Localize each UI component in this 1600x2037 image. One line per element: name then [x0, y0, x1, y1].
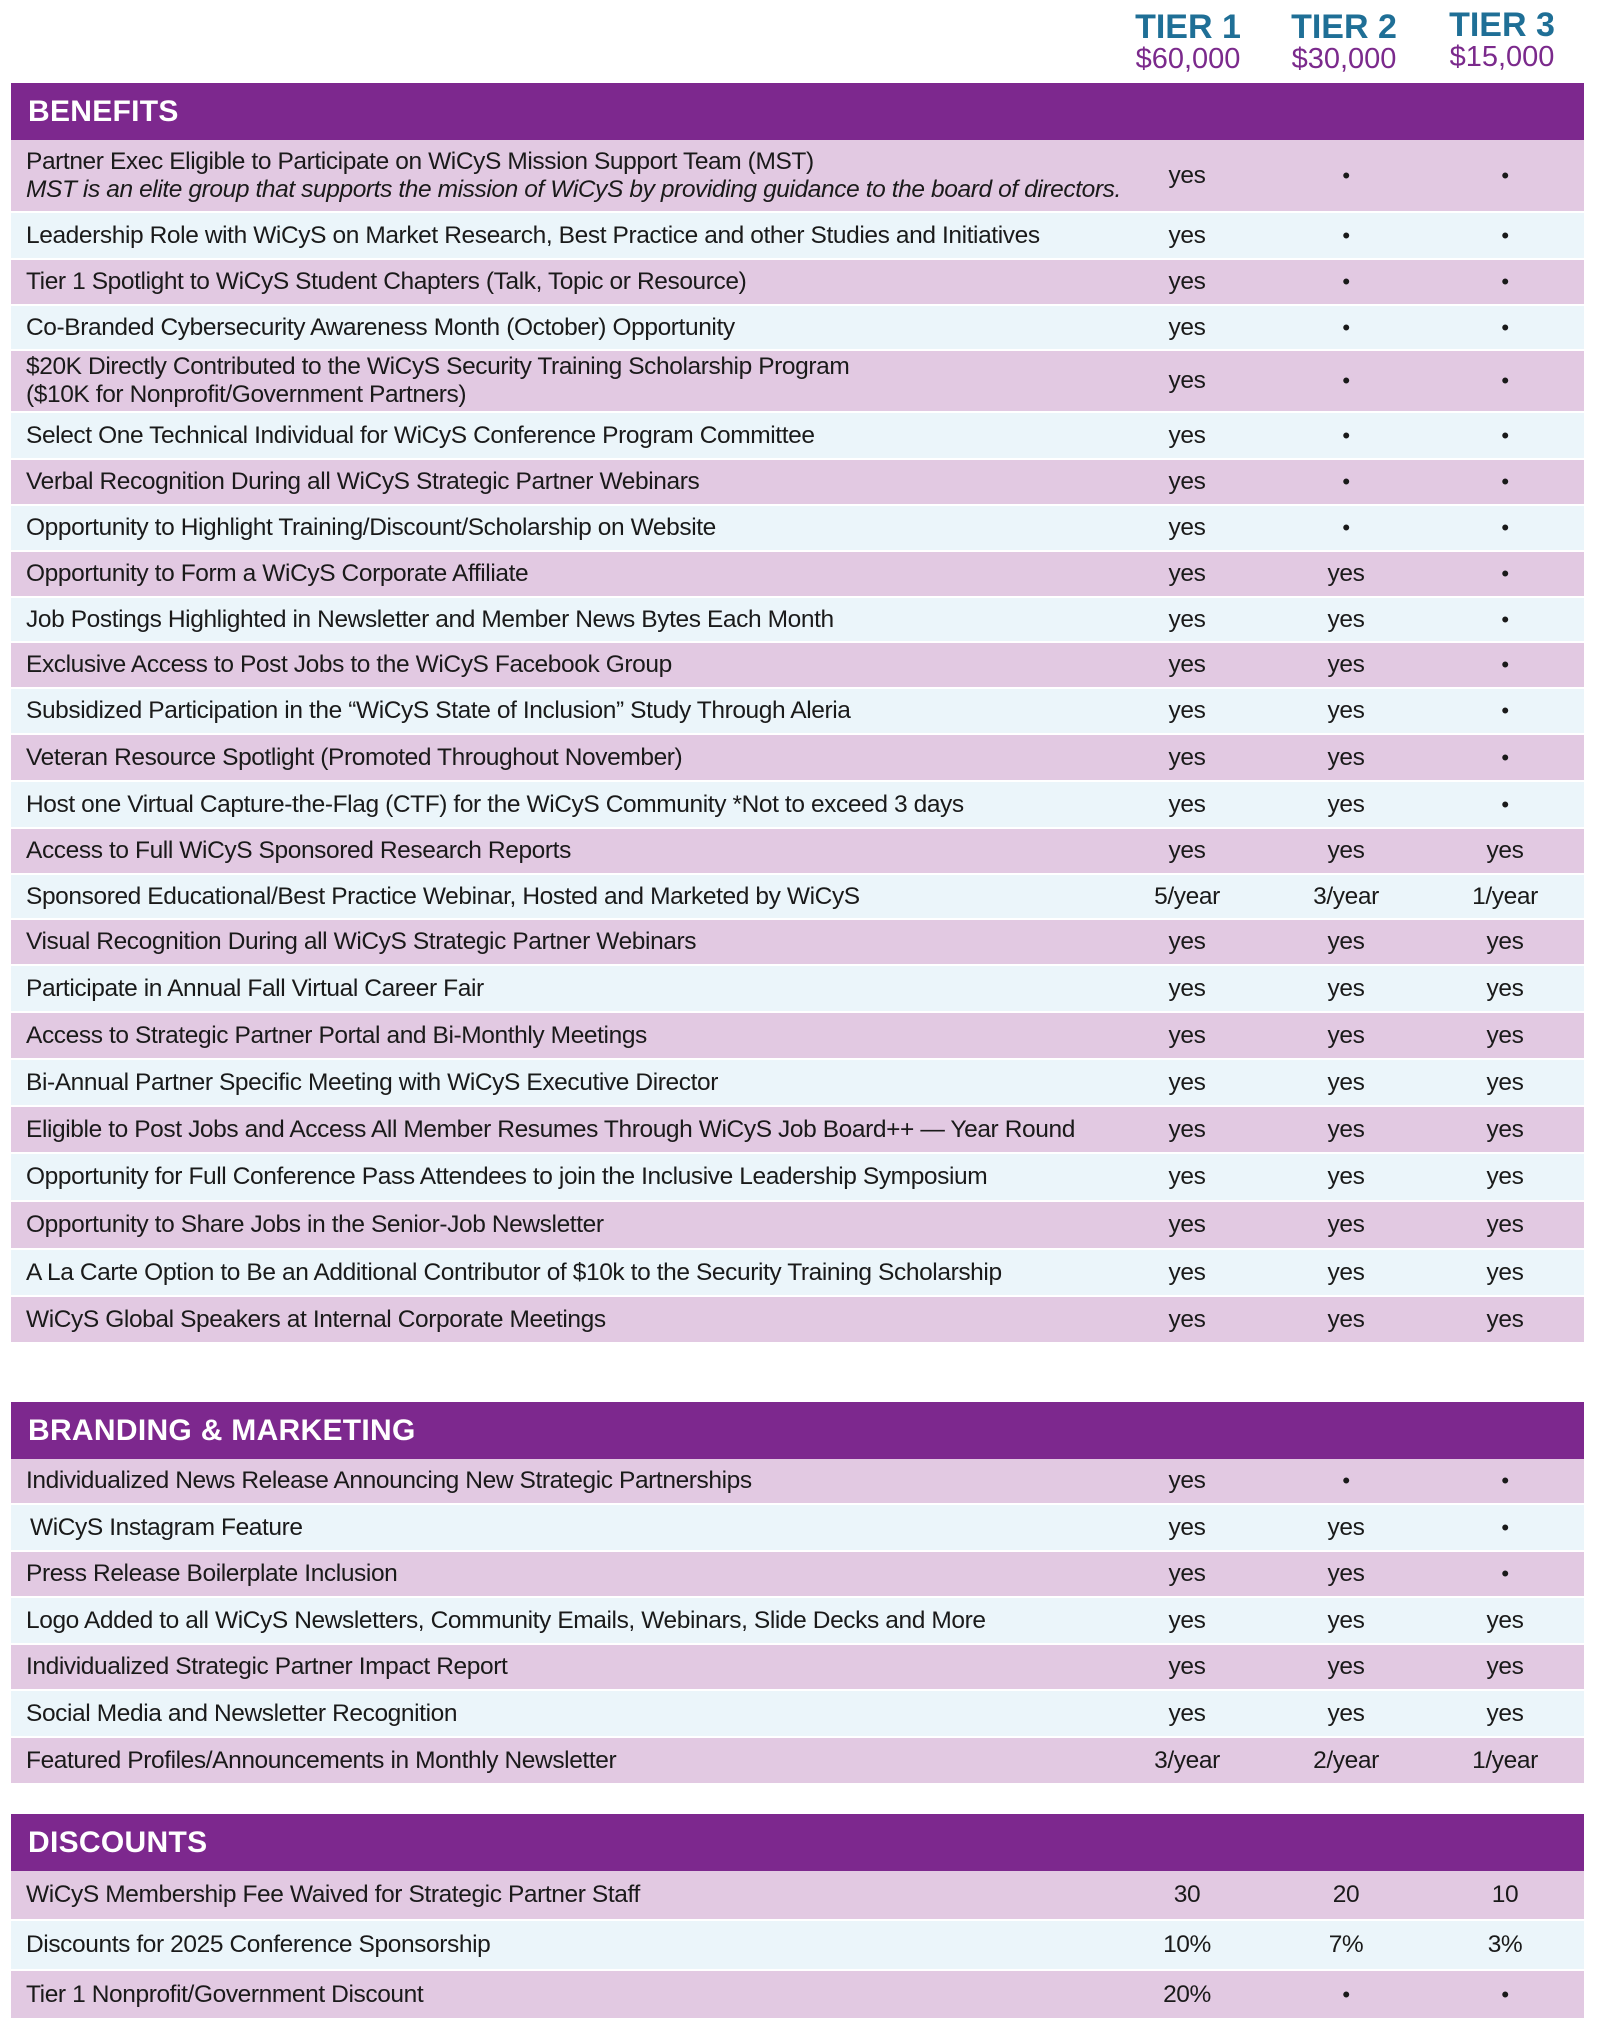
benefit-text: Partner Exec Eligible to Participate on WiCyS Mission Support Team (MST) [26, 147, 814, 175]
benefit-text: Subsidized Participation in the “WiCyS State of Inclusion” Study Through Aleria [26, 697, 851, 724]
benefit-label [26, 643, 1126, 687]
tier-2-value: yes [1327, 837, 1365, 864]
tier-3-value: yes [1486, 974, 1524, 1002]
benefit-text: Opportunity to Form a WiCyS Corporate Affiliate [26, 560, 529, 587]
table-row [11, 1154, 1584, 1202]
benefit-text: Select One Technical Individual for WiCyS Conference Program Committee [26, 421, 815, 449]
benefit-text: Social Media and Newsletter Recognition [26, 1699, 458, 1727]
tier-1-value: yes [1168, 1560, 1206, 1587]
tier-1-value: yes [1168, 560, 1206, 587]
tier-3-value: • [1501, 1514, 1509, 1540]
benefit-text: Opportunity to Highlight Training/Discount/Scholarship on Website [26, 514, 716, 541]
benefit-text: Individualized Strategic Partner Impact Report [26, 1653, 508, 1680]
table-row [11, 1552, 1584, 1598]
benefit-text: A La Carte Option to Be an Additional Contributor of $10k to the Security Training Scholarship [26, 1258, 1002, 1286]
benefit-label [26, 875, 1126, 918]
tier-3-value: 1/year [1472, 882, 1538, 910]
benefit-label [26, 140, 1126, 211]
tier-2-value: yes [1327, 928, 1365, 955]
tier-3-value: yes [1486, 1163, 1524, 1190]
tier-2-value: yes [1327, 1560, 1365, 1587]
tier-2-value: • [1342, 162, 1350, 188]
tier-2-value: yes [1327, 1115, 1365, 1143]
benefit-text: Sponsored Educational/Best Practice Webinar, Hosted and Marketed by WiCyS [26, 882, 860, 910]
benefit-label [26, 598, 1126, 641]
tier-1-value: yes [1168, 605, 1206, 633]
benefit-text: Bi-Annual Partner Specific Meeting with WiCyS Executive Director [26, 1068, 718, 1096]
tier-1-value: 30 [1173, 1881, 1201, 1908]
tier-1-value: 20% [1163, 1980, 1211, 2008]
table-row [11, 782, 1584, 829]
tier-3-value: yes [1486, 837, 1524, 864]
table-row [11, 1060, 1584, 1107]
tier-name: TIER 2 [1291, 8, 1397, 46]
benefit-text: WiCyS Instagram Feature [30, 1513, 303, 1541]
tier-1-value: yes [1168, 514, 1206, 541]
benefit-label [26, 1250, 1126, 1295]
tier-3-value: • [1501, 606, 1509, 632]
benefit-label [26, 1871, 1126, 1919]
tier-1-value: yes [1168, 1653, 1206, 1680]
table-row [11, 1871, 1584, 1921]
benefit-text: Job Postings Highlighted in Newsletter and Member News Bytes Each Month [26, 605, 834, 633]
table-row [11, 689, 1584, 735]
tier-1-value: yes [1168, 1163, 1206, 1190]
tier-3-value: • [1501, 222, 1509, 248]
section-branding-marketing [11, 1402, 1584, 1785]
tier-3-value: • [1501, 698, 1509, 723]
table-row [11, 413, 1584, 460]
tier-1-value: 3/year [1154, 1746, 1220, 1774]
tier-3-value: yes [1486, 928, 1524, 955]
benefit-label [26, 1598, 1126, 1643]
benefit-text: Tier 1 Spotlight to WiCyS Student Chapters (Talk, Topic or Resource) [26, 268, 747, 295]
benefit-label [26, 689, 1126, 733]
tier-2-value: • [1342, 314, 1350, 340]
benefit-label [26, 306, 1126, 349]
tier-2-value: 7% [1328, 1931, 1364, 1958]
benefit-label [26, 260, 1126, 304]
table-row [11, 306, 1584, 351]
tier-3-value: yes [1486, 1699, 1524, 1727]
tier-1-value: yes [1168, 1305, 1206, 1333]
benefit-text-line2: ($10K for Nonprofit/Government Partners) [26, 381, 467, 408]
benefit-text: Featured Profiles/Announcements in Monthly Newsletter [26, 1746, 617, 1774]
benefit-text: Verbal Recognition During all WiCyS Strategic Partner Webinars [26, 468, 700, 495]
tier-3-value: 3% [1487, 1931, 1523, 1958]
table-row [11, 966, 1584, 1013]
benefit-label [26, 1921, 1126, 1969]
tier-2-value: 20 [1332, 1881, 1360, 1908]
section-title: DISCOUNTS [11, 1814, 1584, 1871]
benefit-label [26, 1459, 1126, 1503]
tier-2-value: yes [1327, 1699, 1365, 1727]
section-title: BRANDING & MARKETING [11, 1402, 1584, 1459]
benefit-label [26, 1552, 1126, 1596]
tier-1-value: yes [1168, 651, 1206, 678]
tier-2-heading [1264, 10, 1424, 74]
tier-1-value: 10% [1163, 1931, 1211, 1958]
benefit-label [26, 1691, 1126, 1736]
benefit-text: Logo Added to all WiCyS Newsletters, Community Emails, Webinars, Slide Decks and More [26, 1606, 986, 1634]
tier-3-value: yes [1486, 1211, 1524, 1238]
benefit-text: Leadership Role with WiCyS on Market Research, Best Practice and other Studies and Initiatives [26, 221, 1040, 249]
benefit-label [26, 1738, 1126, 1783]
table-row [11, 552, 1584, 598]
table-row [11, 920, 1584, 966]
tier-1-value: yes [1168, 974, 1206, 1002]
tier-2-value: 3/year [1313, 882, 1379, 910]
table-row [11, 506, 1584, 552]
tier-1-value: yes [1168, 743, 1206, 771]
tier-1-value: yes [1168, 1115, 1206, 1143]
benefit-text: Visual Recognition During all WiCyS Strategic Partner Webinars [26, 928, 697, 955]
tier-1-value: yes [1168, 421, 1206, 449]
section-discounts [11, 1814, 1584, 2020]
tier-2-value: yes [1327, 1258, 1365, 1286]
tier-price: $60,000 [1135, 43, 1241, 75]
tier-2-value: yes [1327, 605, 1365, 633]
tier-price: $15,000 [1449, 41, 1555, 73]
table-row [11, 875, 1584, 920]
tier-3-value: yes [1486, 1115, 1524, 1143]
benefit-label [26, 1505, 1126, 1550]
tier-3-value: • [1501, 422, 1509, 448]
benefit-label [26, 1060, 1126, 1105]
tier-2-value: • [1342, 515, 1350, 540]
tier-1-value: yes [1168, 790, 1206, 818]
tier-2-value: yes [1327, 1606, 1365, 1634]
benefit-label [26, 735, 1126, 780]
tier-2-value: • [1342, 368, 1350, 393]
table-row [11, 1107, 1584, 1154]
tier-1-value: yes [1168, 221, 1206, 249]
table-row [11, 1297, 1584, 1344]
tier-1-value: yes [1168, 268, 1206, 295]
tier-3-value: yes [1486, 1258, 1524, 1286]
tier-3-value: • [1501, 791, 1509, 817]
tier-2-value: yes [1327, 790, 1365, 818]
benefit-text: Opportunity to Share Jobs in the Senior-Job Newsletter [26, 1211, 604, 1238]
table-row [11, 1202, 1584, 1250]
tier-1-value: yes [1168, 367, 1206, 394]
tier-3-value: 10 [1491, 1881, 1519, 1908]
tier-2-value: yes [1327, 1513, 1365, 1541]
tier-3-value: • [1501, 652, 1509, 677]
benefit-text: Host one Virtual Capture-the-Flag (CTF) for the WiCyS Community *Not to exceed 3 days [26, 790, 964, 818]
tier-1-value: yes [1168, 1021, 1206, 1049]
tier-price: $30,000 [1291, 43, 1397, 75]
tier-2-value: yes [1327, 560, 1365, 587]
tier-3-value: yes [1486, 1653, 1524, 1680]
benefit-text: Opportunity for Full Conference Pass Attendees to join the Inclusive Leadership Symposium [26, 1163, 988, 1190]
table-row [11, 213, 1584, 260]
tier-3-value: • [1501, 368, 1509, 393]
tier-1-value: yes [1168, 1211, 1206, 1238]
tier-1-value: yes [1168, 1699, 1206, 1727]
section-benefits [11, 83, 1584, 1344]
benefit-label [26, 413, 1126, 458]
tier-3-value: 1/year [1472, 1746, 1538, 1774]
table-row [11, 1691, 1584, 1738]
tier-1-value: yes [1168, 1606, 1206, 1634]
benefit-text: Tier 1 Nonprofit/Government Discount [26, 1980, 424, 2008]
tier-1-value: yes [1168, 468, 1206, 495]
tier-2-value: yes [1327, 1305, 1365, 1333]
table-row [11, 1971, 1584, 2020]
benefit-label [26, 552, 1126, 596]
tier-3-heading [1422, 8, 1582, 72]
tier-2-value: yes [1327, 743, 1365, 771]
benefit-label [26, 829, 1126, 873]
tier-2-value: yes [1327, 697, 1365, 724]
benefit-label [26, 460, 1126, 504]
table-row [11, 351, 1584, 413]
tier-2-value: yes [1327, 1653, 1365, 1680]
tier-1-value: yes [1168, 1258, 1206, 1286]
benefit-label [26, 920, 1126, 964]
tier-3-value: yes [1486, 1305, 1524, 1333]
tier-2-value: • [1342, 1468, 1350, 1493]
tier-3-value: • [1501, 1981, 1509, 2007]
table-row [11, 829, 1584, 875]
tier-3-value: yes [1486, 1021, 1524, 1049]
benefit-text: Eligible to Post Jobs and Access All Member Resumes Through WiCyS Job Board++ — Year Round [26, 1115, 1075, 1143]
benefit-text: $20K Directly Contributed to the WiCyS Security Training Scholarship Program [26, 353, 850, 380]
table-row [11, 1250, 1584, 1297]
tier-2-value: yes [1327, 1021, 1365, 1049]
benefit-label [26, 782, 1126, 827]
benefit-text: Press Release Boilerplate Inclusion [26, 1560, 398, 1587]
table-row [11, 260, 1584, 306]
benefit-label [26, 1971, 1126, 2018]
benefit-label [26, 1107, 1126, 1152]
table-row [11, 598, 1584, 643]
benefit-label [26, 1645, 1126, 1689]
table-row [11, 1013, 1584, 1060]
table-row [11, 1645, 1584, 1691]
tier-1-value: yes [1168, 837, 1206, 864]
tier-3-value: • [1501, 314, 1509, 340]
tier-header [0, 0, 1600, 84]
benefit-text: Access to Strategic Partner Portal and Bi-Monthly Meetings [26, 1021, 647, 1049]
benefit-text: Exclusive Access to Post Jobs to the WiCyS Facebook Group [26, 651, 672, 678]
tier-name: TIER 1 [1135, 8, 1241, 46]
tier-1-value: yes [1168, 1467, 1206, 1494]
tier-3-value: • [1501, 1561, 1509, 1586]
benefit-label [26, 213, 1126, 258]
benefit-label [26, 506, 1126, 550]
table-row [11, 460, 1584, 506]
tier-1-value: yes [1168, 697, 1206, 724]
benefit-text: Participate in Annual Fall Virtual Career Fair [26, 974, 484, 1002]
benefit-text: Veteran Resource Spotlight (Promoted Throughout November) [26, 743, 683, 771]
tier-2-value: • [1342, 422, 1350, 448]
tier-3-value: • [1501, 1468, 1509, 1493]
tier-2-value: • [1342, 469, 1350, 494]
table-row [11, 1459, 1584, 1505]
tier-2-value: • [1342, 1981, 1350, 2007]
benefit-label [26, 1297, 1126, 1342]
benefit-label [26, 351, 1126, 411]
tier-1-value: yes [1168, 928, 1206, 955]
table-row [11, 1598, 1584, 1645]
tier-2-value: yes [1327, 1163, 1365, 1190]
tier-2-value: yes [1327, 651, 1365, 678]
table-row [11, 1738, 1584, 1785]
benefit-label [26, 1202, 1126, 1248]
benefit-label [26, 966, 1126, 1011]
tier-1-value: yes [1168, 1513, 1206, 1541]
tier-3-value: • [1501, 744, 1509, 770]
tier-1-value: 5/year [1154, 882, 1220, 910]
tier-1-value: yes [1168, 313, 1206, 341]
tier-2-value: 2/year [1313, 1746, 1379, 1774]
tier-2-value: • [1342, 222, 1350, 248]
table-row [11, 140, 1584, 213]
tier-2-value: yes [1327, 1211, 1365, 1238]
benefit-text: Individualized News Release Announcing New Strategic Partnerships [26, 1467, 752, 1494]
tier-name: TIER 3 [1449, 6, 1555, 44]
tier-2-value: yes [1327, 1068, 1365, 1096]
benefit-label [26, 1013, 1126, 1058]
tier-1-value: yes [1168, 1068, 1206, 1096]
tier-3-value: yes [1486, 1606, 1524, 1634]
tier-3-value: yes [1486, 1068, 1524, 1096]
tier-1-value: yes [1168, 161, 1206, 189]
tier-3-value: • [1501, 269, 1509, 294]
table-row [11, 643, 1584, 689]
tier-3-value: • [1501, 469, 1509, 494]
table-row [11, 1921, 1584, 1971]
table-row [11, 1505, 1584, 1552]
tier-3-value: • [1501, 561, 1509, 586]
benefit-text: Access to Full WiCyS Sponsored Research Reports [26, 837, 571, 864]
benefit-text: WiCyS Membership Fee Waived for Strategic Partner Staff [26, 1881, 640, 1908]
tier-1-heading [1108, 10, 1268, 74]
tier-3-value: • [1501, 162, 1509, 188]
benefit-text: Discounts for 2025 Conference Sponsorship [26, 1931, 491, 1958]
tier-2-value: yes [1327, 974, 1365, 1002]
benefit-text: WiCyS Global Speakers at Internal Corporate Meetings [26, 1305, 606, 1333]
benefit-text: Co-Branded Cybersecurity Awareness Month (October) Opportunity [26, 313, 735, 341]
table-row [11, 735, 1584, 782]
benefit-label [26, 1154, 1126, 1200]
section-title: BENEFITS [11, 83, 1584, 140]
benefit-description: MST is an elite group that supports the mission of WiCyS by providing guidance to the board of directors. [26, 175, 1121, 203]
tier-2-value: • [1342, 269, 1350, 294]
tier-3-value: • [1501, 515, 1509, 540]
